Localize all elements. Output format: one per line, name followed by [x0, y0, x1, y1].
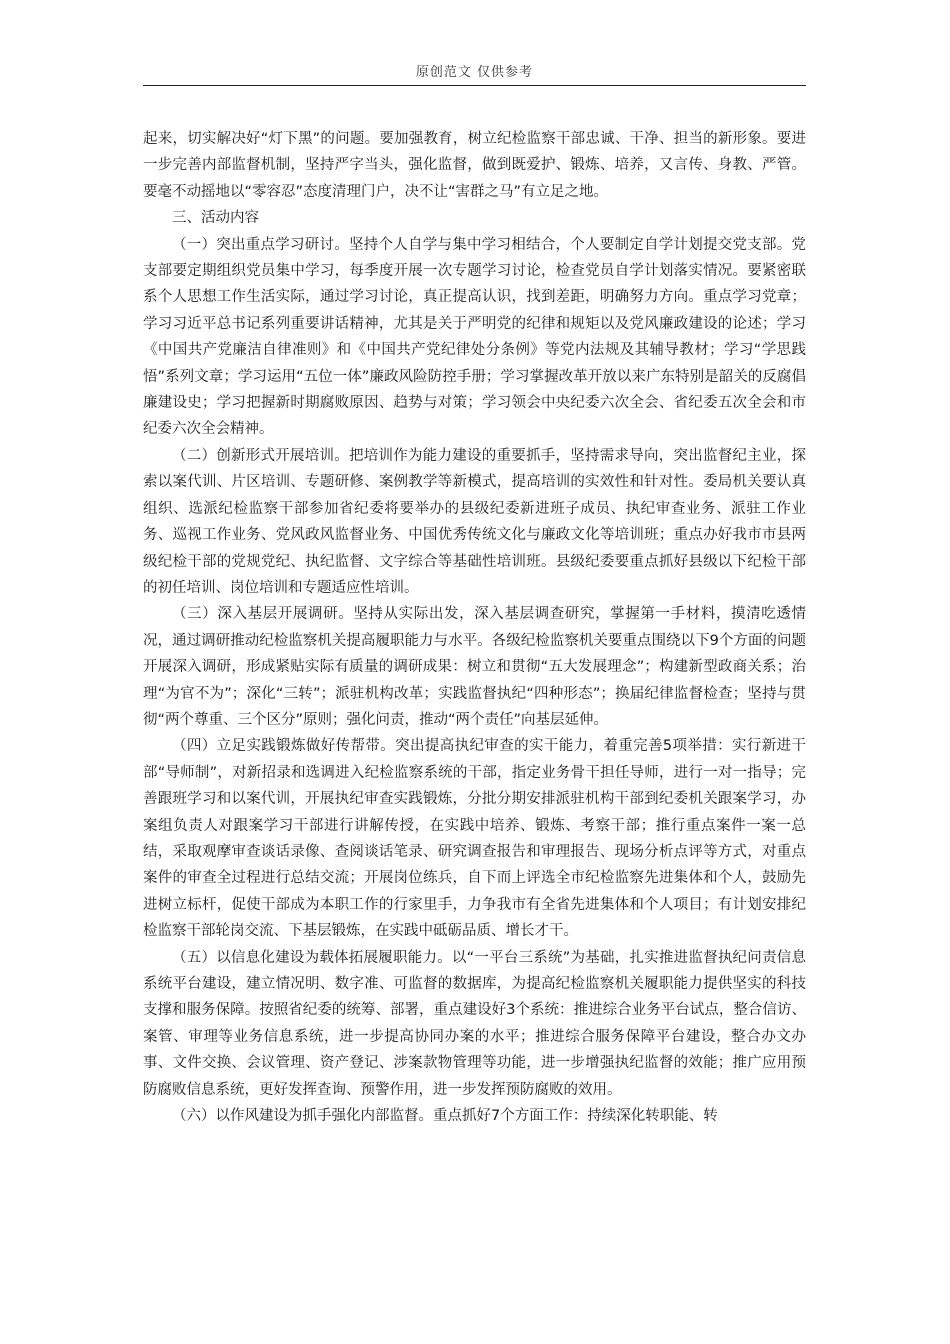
paragraph-practice: （四）立足实践锻炼做好传帮带。突出提高执纪审查的实干能力，着重完善5项举措：实行新进干部“导师制”，对新招录和选调进入纪检监察系统的干部，指定业务骨干担任导师，进行一对一指导；完善跟班学习和以案代训，开展执纪审查实践锻炼，分批分期安排派驻机构干部到纪委机关跟案学习，办案组负责人对跟案学习干部进行讲解传授，在实践中培养、锻炼、考察干部；推行重点案件一案一总结，采取观摩审查谈话录像、查阅谈话笔录、研究调查报告和审理报告、现场分析点评等方式，对重点案件的审查全过程进行总结交流；开展岗位练兵，自下而上评选全市纪检监察先进集体和个人，鼓励先进树立标杆，促使干部成为本职工作的行家里手，力争我市有全省先进集体和个人项目；有计划安排纪检监察干部轮岗交流、下基层锻炼，在实践中砥砺品质、增长才干。	[143, 738, 806, 940]
paragraph-informatization: （五）以信息化建设为载体拓展履职能力。以“一平台三系统”为基础，扎实推进监督执纪问责信息系统平台建设，建立情况明、数字准、可监督的数据库，为提高纪检监察机关履职能力提供坚实的科技支撑和服务保障。按照省纪委的统筹、部署，重点建设好3个系统：推进综合业务平台试点，整合信访、案管、审理等业务信息系统，进一步提高协同办案的水平；推进综合服务保障平台建设，整合办文办事、文件交换、会议管理、资产登记、涉案款物管理等功能，进一步增强执纪监督的效能；推广应用预防腐败信息系统，更好发挥查询、预警作用，进一步发挥预防腐败的效用。	[143, 949, 806, 1098]
section-heading-activities: 三、活动内容	[172, 210, 259, 227]
paragraph-work-style: （六）以作风建设为抓手强化内部监督。重点抓好7个方面工作：持续深化转职能、转	[172, 1108, 718, 1125]
paragraph-study: （一）突出重点学习研讨。坚持个人自学与集中学习相结合，个人要制定自学计划提交党支部。党支部要定期组织党员集中学习，每季度开展一次专题学习讨论，检查党员自学计划落实情况。要紧密联系个人思想工作生活实际，通过学习讨论，真正提高认识，找到差距，明确努力方向。重点学习党章；学习习近平总书记系列重要讲话精神，尤其是关于严明党的纪律和规矩以及党风廉政建设的论述；学习《中国共产党廉洁自律准则》和《中国共产党纪律处分条例》等党内法规及其辅导教材；学习“学思践悟”系列文章；学习运用“五位一体”廉政风险防控手册；学习掌握改革开放以来广东特别是韶关的反腐倡廉建设史；学习把握新时期腐败原因、趋势与对策；学习领会中央纪委六次全会、省纪委五次全会和市纪委六次全会精神。	[143, 236, 806, 438]
paragraph-continuation: 起来，切实解决好“灯下黑”的问题。要加强教育，树立纪检监察干部忠诚、干净、担当的新形象。要进一步完善内部监督机制，坚持严字当头，强化监督，做到既爱护、锻炼、培养，又言传、身教、严管。要毫不动摇地以“零容忍”态度清理门户，决不让“害群之马”有立足之地。	[143, 131, 806, 200]
paragraph-research: （三）深入基层开展调研。坚持从实际出发，深入基层调查研究，掌握第一手材料，摸清吃透情况，通过调研推动纪检监察机关提高履职能力与水平。各级纪检监察机关要重点围绕以下9个方面的问题开展深入调研，形成紧贴实际有质量的调研成果：树立和贯彻“五大发展理念”；构建新型政商关系；治理“为官不为”；深化“三转”；派驻机构改革；实践监督执纪“四种形态”；换届纪律监督检查；坚持与贯彻“两个尊重、三个区分”原则；强化问责，推动“两个责任”向基层延伸。	[143, 606, 806, 728]
paragraph-training: （二）创新形式开展培训。把培训作为能力建设的重要抓手，坚持需求导向，突出监督纪主业，探索以案代训、片区培训、专题研修、案例教学等新模式，提高培训的实效性和针对性。委局机关要认真组织、选派纪检监察干部参加省纪委将要举办的县级纪委新进班子成员、执纪审查业务、派驻工作业务、巡视工作业务、党风政风监督业务、中国优秀传统文化与廉政文化等培训班；重点办好我市市县两级纪检干部的党规党纪、执纪监督、文字综合等基础性培训班。县级纪委要重点抓好县级以下纪检干部的初任培训、岗位培训和专题适应性培训。	[143, 447, 806, 596]
document-body	[143, 126, 806, 1129]
header-divider	[143, 85, 806, 86]
page-header: 原创范文 仅供参考	[415, 65, 534, 80]
